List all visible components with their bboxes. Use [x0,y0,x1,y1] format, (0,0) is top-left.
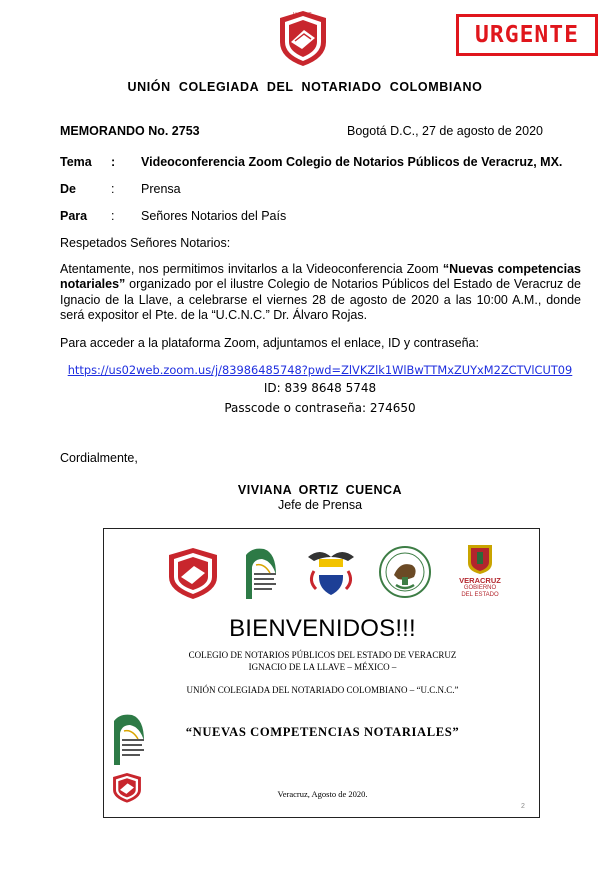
memo-date: Bogotá D.C., 27 de agosto de 2020 [347,124,543,138]
slide-colegio-line-2: IGNACIO DE LA LLAVE – MÉXICO – [248,662,397,672]
organization-title: UNIÓN COLEGIADA DEL NOTARIADO COLOMBIANO [127,80,483,94]
mexico-coat-of-arms-icon [376,545,434,599]
urgent-stamp: URGENTE [456,14,598,56]
zoom-meeting-link[interactable]: https://us02web.zoom.us/j/83986485748?pwd=ZlVKZlk1WlBwTTMxZUYxM2ZCTVlCUT09 [67,363,573,377]
access-instructions: Para acceder a la plataforma Zoom, adjuntamos el enlace, ID y contraseña: [60,336,479,350]
signer-name: VIVIANA ORTIZ CUENCA [237,483,403,497]
event-title-quoted: “Nuevas competencias notariales” [60,262,582,292]
meeting-passcode: Passcode o contraseña: 274650 [224,401,416,415]
slide-colegio-line-1: COLEGIO DE NOTARIOS PÚBLICOS DEL ESTADO DE VERACRUZ [188,650,457,660]
veracruz-line-2: DEL ESTADO [461,592,499,598]
slide-union-line: UNIÓN COLEGIADA DEL NOTARIADO COLOMBIANO – “U.C.N.C.” [186,685,459,695]
body-intro: Atentamente, nos permitimos invitarlos a la Videoconferencia Zoom [60,262,443,276]
ucnc-shield-logo-icon [109,771,145,804]
slide-page-number: 2 [521,803,525,810]
veracruz-line-1: GOBIERNO [463,585,497,591]
welcome-slide [103,528,540,818]
slide-event-title: “NUEVAS COMPETENCIAS NOTARIALES” [185,725,460,739]
para-value: Señores Notarios del País [141,209,287,223]
de-colon: : [111,182,115,196]
colombia-coat-of-arms-icon [304,545,358,599]
colegio-notarios-logo-icon [242,545,280,601]
para-colon: : [111,209,115,223]
body-rest: organizado por el ilustre Colegio de Notarios Públicos del Estado de Veracruz de Ignacio de la Llave, a celebrarse el viernes 28 de agosto de 2020 a las 10:00 A.M., donde será expositor el Pte. de la “U.C.N.C.” Dr. Álvaro Rojas. [60,277,581,323]
para-label: Para [60,209,88,223]
salutation: Respetados Señores Notarios: [60,236,231,250]
ucnc-shield-logo-icon [274,8,332,68]
tema-value: Videoconferencia Zoom Colegio de Notarios Públicos de Veracruz, MX. [141,155,563,169]
ucnc-shield-logo-icon [162,545,224,601]
body-paragraph [60,262,581,324]
veracruz-logo [455,543,505,603]
memo-number: MEMORANDO No. 2753 [60,124,200,138]
logo-text: U.C.N.C. [293,12,313,18]
tema-colon: : [111,155,116,169]
veracruz-name: VERACRUZ [459,576,501,585]
tema-label: Tema [60,155,92,169]
de-label: De [60,182,76,196]
colegio-notarios-logo-icon [110,711,148,767]
signer-role: Jefe de Prensa [277,498,363,512]
closing: Cordialmente, [60,451,138,465]
slide-title: BIENVENIDOS!!! [229,615,416,642]
meeting-id: ID: 839 8648 5748 [263,381,377,395]
slide-footer: Veracruz, Agosto de 2020. [277,789,368,799]
veracruz-seal-icon [455,543,505,575]
de-value: Prensa [141,182,181,196]
